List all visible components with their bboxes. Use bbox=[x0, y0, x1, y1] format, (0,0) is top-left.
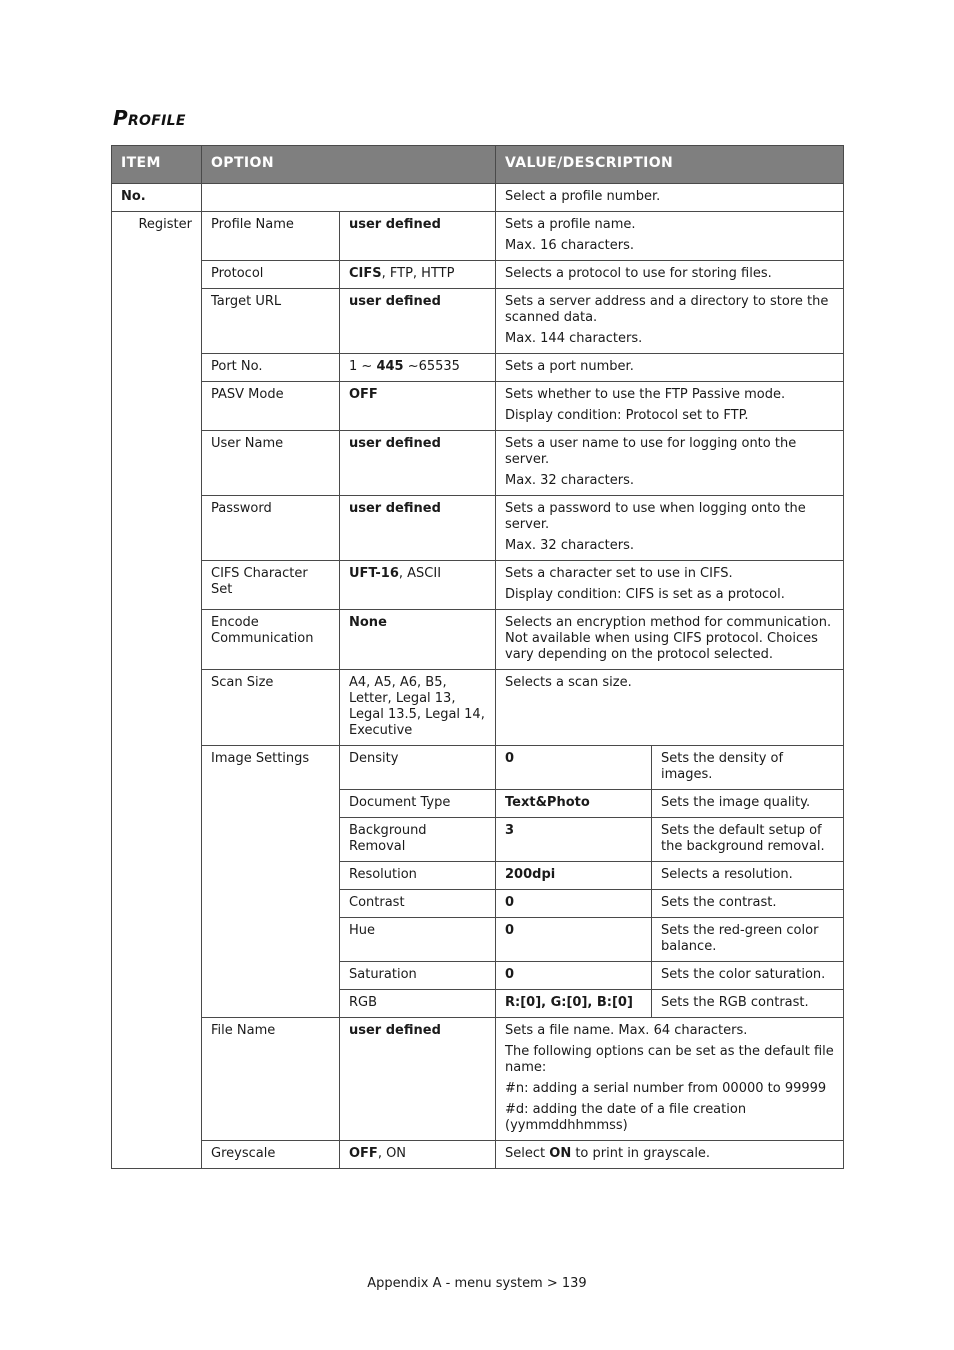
desc-cell: Sets the density of images. bbox=[652, 746, 844, 790]
desc-line: The following options can be set as the default file name: bbox=[505, 1044, 834, 1075]
desc-line: Sets a character set to use in CIFS. bbox=[505, 566, 733, 581]
sub-option-cell: Saturation bbox=[340, 962, 496, 990]
header-option: OPTION bbox=[202, 146, 496, 184]
value-cell: Text&Photo bbox=[496, 790, 652, 818]
desc-line: Sets a user name to use for logging onto the server. bbox=[505, 436, 797, 467]
value-default: CIFS bbox=[349, 266, 382, 281]
table-row bbox=[112, 261, 844, 289]
value-cell bbox=[340, 261, 496, 289]
value-cell: 0 bbox=[496, 890, 652, 918]
header-value-description: VALUE/DESCRIPTION bbox=[496, 146, 844, 184]
desc-cell bbox=[496, 561, 844, 610]
desc-line: Max. 32 characters. bbox=[505, 473, 634, 488]
table-row bbox=[112, 670, 844, 746]
value-max: ~65535 bbox=[403, 359, 460, 374]
value-default: UFT-16 bbox=[349, 566, 399, 581]
desc-rest: to print in grayscale. bbox=[571, 1146, 711, 1161]
value-cell: OFF bbox=[340, 382, 496, 431]
desc-line: Selects an encryption method for communication. Not available when using CIFS protocol. Choices vary depending on the protocol selected. bbox=[505, 615, 832, 662]
value-cell bbox=[340, 561, 496, 610]
value-min: 1 ~ bbox=[349, 359, 377, 374]
desc-cell bbox=[496, 1018, 844, 1141]
option-cell: Password bbox=[202, 496, 340, 561]
table-row-no bbox=[112, 184, 844, 212]
option-cell: PASV Mode bbox=[202, 382, 340, 431]
table-row bbox=[112, 496, 844, 561]
value-cell bbox=[340, 1141, 496, 1169]
option-cell: CIFS Character Set bbox=[202, 561, 340, 610]
value-cell: user defined bbox=[340, 1018, 496, 1141]
sub-option-cell: RGB bbox=[340, 990, 496, 1018]
table-row-greyscale bbox=[112, 1141, 844, 1169]
table-header-row bbox=[112, 146, 844, 184]
desc-cell bbox=[496, 1141, 844, 1169]
desc-cell bbox=[496, 354, 844, 382]
desc-cell bbox=[496, 431, 844, 496]
option-cell: Encode Communication bbox=[202, 610, 340, 670]
value-others: , ON bbox=[377, 1146, 407, 1161]
profile-menu-table bbox=[111, 145, 844, 1169]
value-others: , ASCII bbox=[398, 566, 442, 581]
value-cell: A4, A5, A6, B5, Letter, Legal 13, Legal 13.5, Legal 14, Executive bbox=[340, 670, 496, 746]
value-cell: user defined bbox=[340, 289, 496, 354]
desc-line: Max. 32 characters. bbox=[505, 538, 634, 553]
desc-cell bbox=[496, 289, 844, 354]
desc-cell: Sets the RGB contrast. bbox=[652, 990, 844, 1018]
desc-line: Sets a server address and a directory to store the scanned data. bbox=[505, 294, 829, 325]
table-row bbox=[112, 561, 844, 610]
value-default: OFF bbox=[349, 1146, 378, 1161]
desc-cell: Sets the red-green color balance. bbox=[652, 918, 844, 962]
option-cell: File Name bbox=[202, 1018, 340, 1141]
table-row bbox=[112, 354, 844, 382]
table-row bbox=[112, 289, 844, 354]
sub-option-cell: Resolution bbox=[340, 862, 496, 890]
table-row-file-name bbox=[112, 1018, 844, 1141]
option-cell: Greyscale bbox=[202, 1141, 340, 1169]
value-cell: 0 bbox=[496, 746, 652, 790]
desc-line: Selects a protocol to use for storing files. bbox=[505, 266, 772, 281]
desc-pre: Select bbox=[505, 1146, 550, 1161]
desc-bold: ON bbox=[549, 1146, 572, 1161]
sub-option-cell: Document Type bbox=[340, 790, 496, 818]
header-item: ITEM bbox=[112, 146, 202, 184]
option-cell: Target URL bbox=[202, 289, 340, 354]
value-cell: user defined bbox=[340, 212, 496, 261]
option-image-settings: Image Settings bbox=[202, 746, 340, 1018]
desc-line: Display condition: CIFS is set as a protocol. bbox=[505, 587, 785, 602]
table-row bbox=[112, 382, 844, 431]
page-footer: Appendix A - menu system > 139 bbox=[367, 1276, 587, 1291]
table-row bbox=[112, 212, 844, 261]
value-cell: None bbox=[340, 610, 496, 670]
desc-cell bbox=[496, 261, 844, 289]
desc-cell: Selects a resolution. bbox=[652, 862, 844, 890]
desc-cell: Sets the contrast. bbox=[652, 890, 844, 918]
value-others: , FTP, HTTP bbox=[381, 266, 455, 281]
table-row bbox=[112, 746, 844, 790]
value-cell: user defined bbox=[340, 496, 496, 561]
desc-cell bbox=[496, 496, 844, 561]
table-row bbox=[112, 610, 844, 670]
value-cell: R:[0], G:[0], B:[0] bbox=[496, 990, 652, 1018]
desc-cell: Sets the default setup of the background removal. bbox=[652, 818, 844, 862]
desc-line: Sets whether to use the FTP Passive mode. bbox=[505, 387, 786, 402]
sub-option-cell: Density bbox=[340, 746, 496, 790]
item-no: No. bbox=[112, 184, 202, 212]
option-cell: Profile Name bbox=[202, 212, 340, 261]
desc-line: Max. 16 characters. bbox=[505, 238, 634, 253]
desc-line: Sets a password to use when logging onto the server. bbox=[505, 501, 806, 532]
value-default: 445 bbox=[376, 359, 404, 374]
desc-line: Sets a profile name. bbox=[505, 217, 636, 232]
desc-line: #n: adding a serial number from 00000 to 99999 bbox=[505, 1081, 827, 1096]
desc-cell bbox=[496, 670, 844, 746]
page-title: Profile bbox=[113, 106, 186, 130]
option-cell: Protocol bbox=[202, 261, 340, 289]
desc-line: Max. 144 characters. bbox=[505, 331, 643, 346]
desc-cell bbox=[496, 382, 844, 431]
desc-no: Select a profile number. bbox=[496, 184, 844, 212]
value-cell: 200dpi bbox=[496, 862, 652, 890]
value-cell: 3 bbox=[496, 818, 652, 862]
item-register: Register bbox=[112, 212, 202, 1169]
desc-cell bbox=[496, 610, 844, 670]
desc-line: Sets a port number. bbox=[505, 359, 634, 374]
desc-cell bbox=[496, 212, 844, 261]
desc-line: Sets a file name. Max. 64 characters. bbox=[505, 1023, 748, 1038]
desc-line: Display condition: Protocol set to FTP. bbox=[505, 408, 749, 423]
option-cell: Port No. bbox=[202, 354, 340, 382]
value-cell: 0 bbox=[496, 918, 652, 962]
desc-line: #d: adding the date of a file creation (yymmddhhmmss) bbox=[505, 1102, 747, 1133]
sub-option-cell: Background Removal bbox=[340, 818, 496, 862]
option-cell: User Name bbox=[202, 431, 340, 496]
value-cell: user defined bbox=[340, 431, 496, 496]
sub-option-cell: Hue bbox=[340, 918, 496, 962]
option-empty bbox=[202, 184, 496, 212]
desc-cell: Sets the color saturation. bbox=[652, 962, 844, 990]
desc-cell: Sets the image quality. bbox=[652, 790, 844, 818]
sub-option-cell: Contrast bbox=[340, 890, 496, 918]
table-row bbox=[112, 431, 844, 496]
value-cell bbox=[340, 354, 496, 382]
option-cell: Scan Size bbox=[202, 670, 340, 746]
value-cell: 0 bbox=[496, 962, 652, 990]
desc-line: Selects a scan size. bbox=[505, 675, 632, 690]
